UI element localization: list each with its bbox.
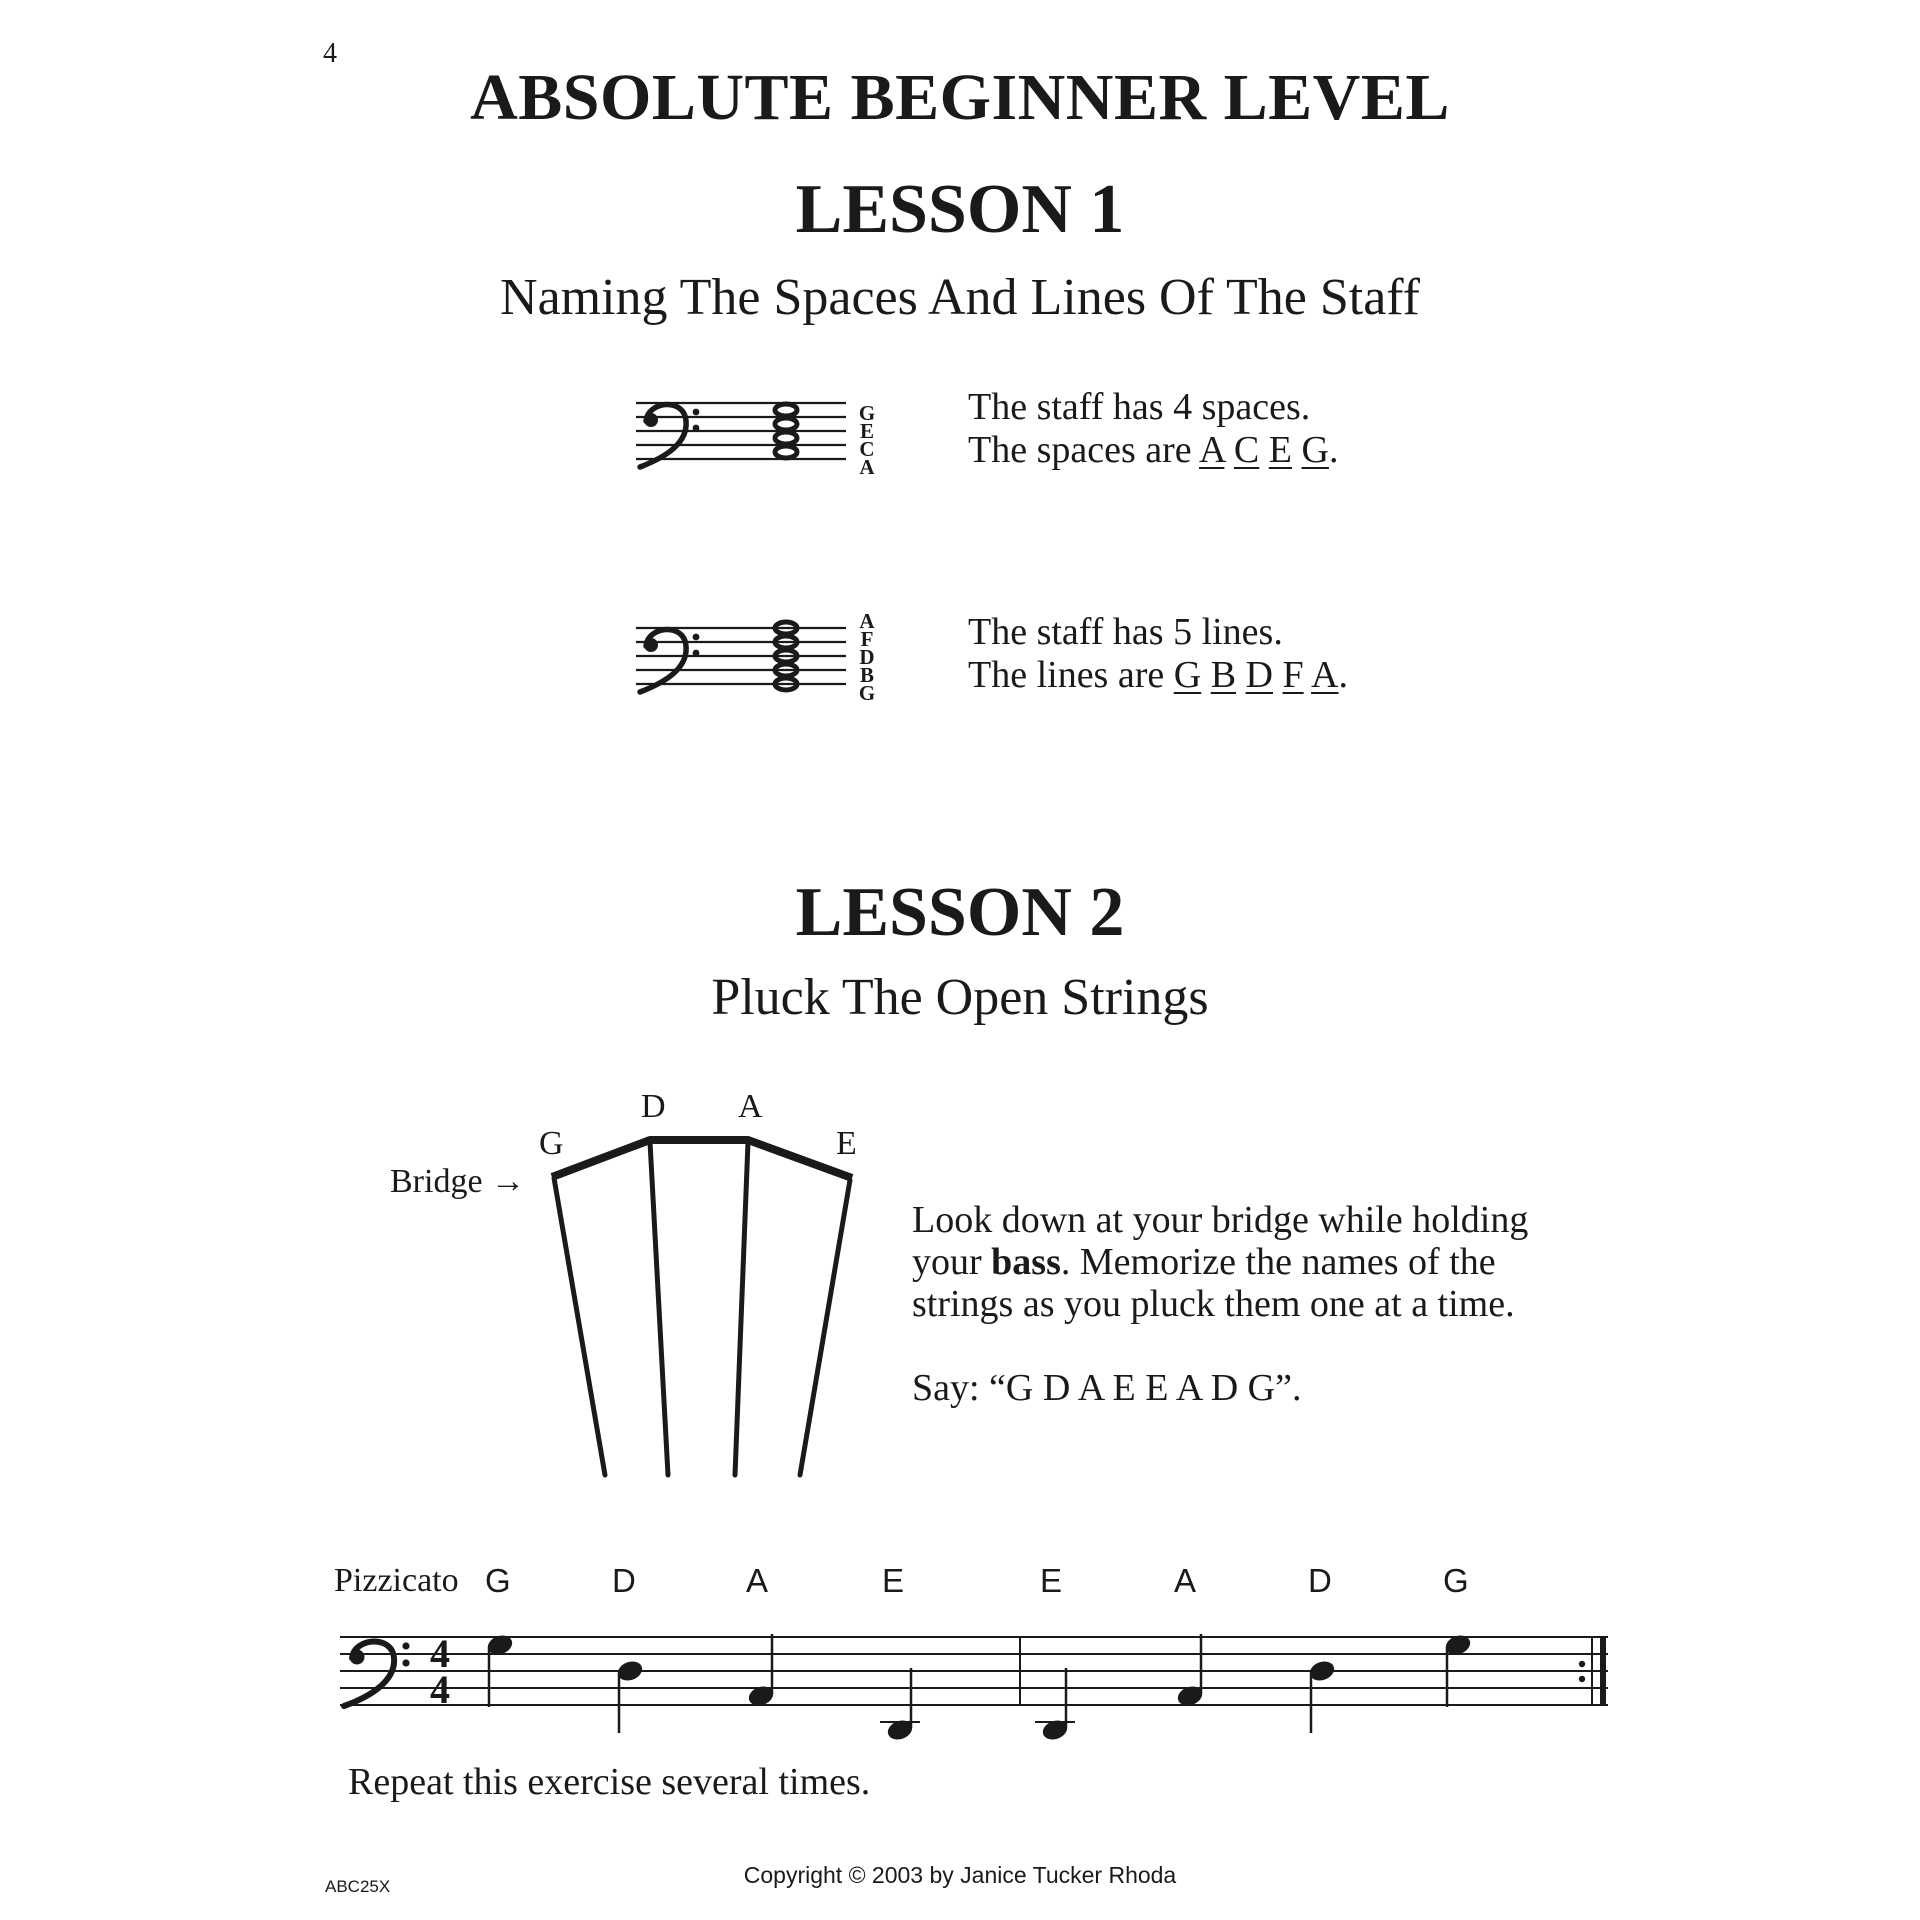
bass-clef-icon xyxy=(344,1641,410,1706)
instruction-line-3: strings as you pluck them one at a time. xyxy=(912,1283,1515,1325)
time-signature-bottom: 4 xyxy=(430,1667,450,1712)
space-notes xyxy=(775,404,797,458)
space-letter: A xyxy=(859,455,875,479)
string-label-a: A xyxy=(738,1088,763,1125)
line-letter: G xyxy=(858,681,876,705)
staff-lines xyxy=(340,1637,1608,1705)
lines-explanation xyxy=(968,611,1348,697)
note-name: A xyxy=(746,1562,769,1599)
note-name: A xyxy=(1174,1562,1197,1599)
time-signature-top: 4 xyxy=(430,1631,450,1676)
note-name: E xyxy=(1040,1562,1063,1599)
instruction-line-2: your bass. Memorize the names of the xyxy=(912,1241,1496,1283)
note-name: D xyxy=(612,1562,636,1599)
staff-lines-diagram xyxy=(636,608,886,718)
lines-line-2: The lines are G B D F A. xyxy=(968,654,1348,696)
note-name: D xyxy=(1308,1562,1332,1599)
bridge-icon xyxy=(552,1140,852,1178)
note-name: G xyxy=(485,1562,511,1599)
bridge-label: Bridge → xyxy=(390,1163,526,1200)
line-letter: F xyxy=(860,627,874,651)
staff-spaces-diagram xyxy=(636,395,886,485)
bass-clef-icon xyxy=(640,629,699,692)
exercise-staff xyxy=(340,1620,1620,1770)
space-letter: E xyxy=(859,419,874,443)
lesson-1-subtitle: Naming The Spaces And Lines Of The Staff xyxy=(500,269,1420,326)
repeat-instruction: Repeat this exercise several times. xyxy=(348,1761,871,1803)
string-label-e: E xyxy=(836,1125,857,1162)
lesson-2-heading: LESSON 2 xyxy=(795,874,1125,951)
bridge-diagram xyxy=(540,1120,860,1480)
page-title: ABSOLUTE BEGINNER LEVEL xyxy=(470,61,1450,134)
tempo-marking: Pizzicato xyxy=(334,1562,459,1599)
string-label-d: D xyxy=(641,1088,666,1125)
line-letter: B xyxy=(859,663,874,687)
line-letter: A xyxy=(859,609,875,633)
spaces-line-1: The staff has 4 spaces. xyxy=(968,386,1311,428)
page-number: 4 xyxy=(323,38,337,69)
line-letter: D xyxy=(859,645,875,669)
note-name: G xyxy=(1443,1562,1469,1599)
time-signature xyxy=(430,1631,450,1712)
note-name: E xyxy=(882,1562,905,1599)
space-letters xyxy=(856,401,878,479)
line-letters xyxy=(856,609,878,705)
bridge-instructions xyxy=(912,1199,1528,1409)
lines-line-1: The staff has 5 lines. xyxy=(968,611,1283,653)
space-letter: G xyxy=(858,401,876,425)
bass-strings xyxy=(554,1142,850,1475)
catalog-code: ABC25X xyxy=(325,1877,391,1896)
instruction-line-1: Look down at your bridge while holding xyxy=(912,1199,1529,1241)
string-label-g: G xyxy=(539,1125,564,1162)
lesson-1-heading: LESSON 1 xyxy=(795,171,1125,248)
bass-clef-icon xyxy=(640,404,699,467)
spaces-explanation xyxy=(968,386,1338,472)
spaces-line-2: The spaces are A C E G. xyxy=(968,429,1339,471)
say-instruction: Say: “G D A E E A D G”. xyxy=(912,1367,1302,1409)
space-letter: C xyxy=(859,437,875,461)
lesson-2-subtitle: Pluck The Open Strings xyxy=(711,969,1209,1026)
copyright-notice: Copyright © 2003 by Janice Tucker Rhoda xyxy=(743,1862,1177,1888)
